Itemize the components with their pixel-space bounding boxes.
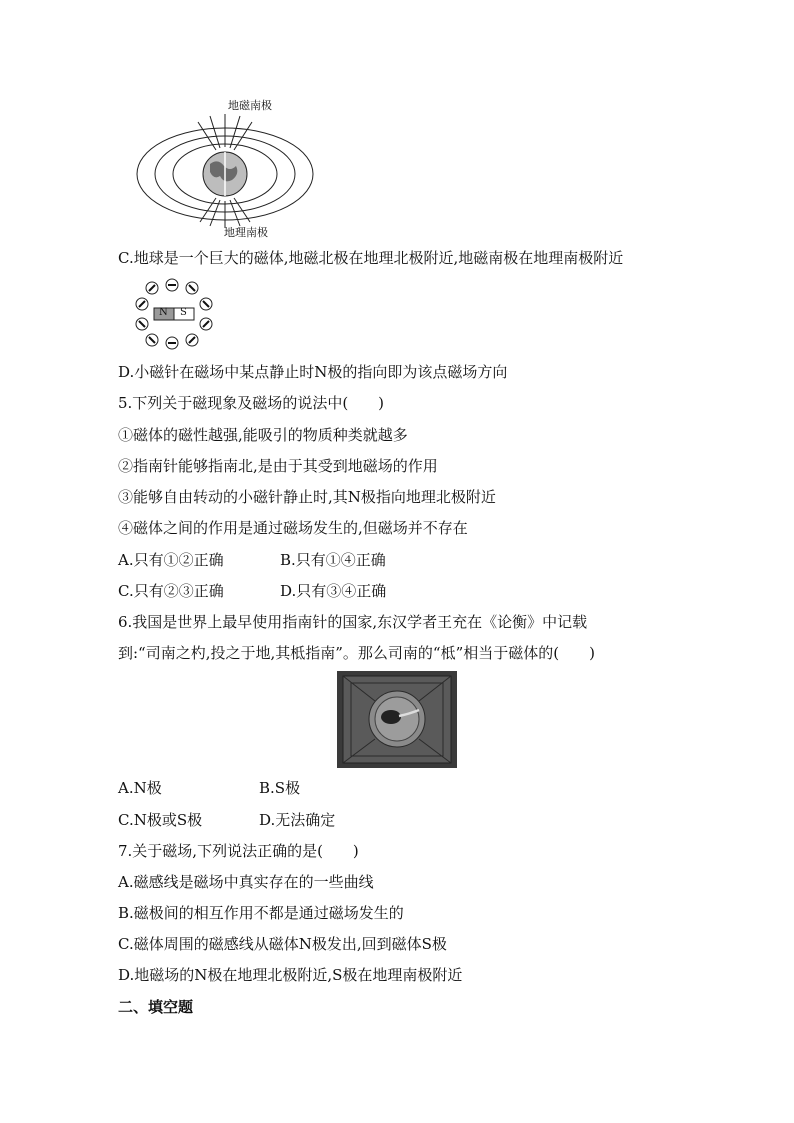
q6-stem-line-2: 到:“司南之杓,投之于地,其柢指南”。那么司南的“柢”相当于磁体的( ) (118, 644, 595, 662)
geographic-south-pole-label: 地理南极 (224, 226, 268, 239)
section-2-heading: 二、填空题 (118, 998, 194, 1016)
q6-option-b: B.S极 (259, 779, 301, 797)
q4-option-d: D.小磁针在磁场中某点静止时N极的指向即为该点磁场方向 (118, 363, 508, 381)
q5-option-c: C.只有②③正确 (118, 582, 224, 600)
q5-statement-2: ②指南针能够指南北,是由于其受到地磁场的作用 (118, 457, 438, 475)
q5-option-a: A.只有①②正确 (118, 551, 224, 569)
q7-option-d: D.地磁场的N极在地理北极附近,S极在地理南极附近 (118, 966, 463, 984)
sinan-compass-photo (337, 671, 457, 768)
q5-option-b: B.只有①④正确 (280, 551, 386, 569)
compass-ring-diagram (134, 278, 214, 350)
q6-stem-line-1: 6.我国是世界上最早使用指南针的国家,东汉学者王充在《论衡》中记载 (118, 613, 588, 631)
geomagnetic-south-pole-label: 地磁南极 (228, 99, 272, 112)
earth-magnetic-field-figure (130, 92, 320, 242)
q5-statement-4: ④磁体之间的作用是通过磁场发生的,但磁场并不存在 (118, 519, 468, 537)
q5-stem: 5.下列关于磁现象及磁场的说法中( ) (118, 394, 385, 412)
magnet-s-label: S (180, 307, 187, 318)
q6-option-c: C.N极或S极 (118, 811, 203, 829)
q5-statement-1: ①磁体的磁性越强,能吸引的物质种类就越多 (118, 426, 408, 444)
q7-option-a: A.磁感线是磁场中真实存在的一些曲线 (118, 873, 374, 891)
q4-option-c: C.地球是一个巨大的磁体,地磁北极在地理北极附近,地磁南极在地理南极附近 (118, 249, 624, 267)
q5-option-d: D.只有③④正确 (280, 582, 387, 600)
magnet-n-label: N (159, 307, 168, 318)
q7-stem: 7.关于磁场,下列说法正确的是( ) (118, 842, 359, 860)
q7-option-c: C.磁体周围的磁感线从磁体N极发出,回到磁体S极 (118, 935, 447, 953)
earth-field-diagram (130, 92, 320, 242)
bar-magnet-compass-figure (134, 278, 214, 350)
q6-option-d: D.无法确定 (259, 811, 336, 829)
q7-option-b: B.磁极间的相互作用不都是通过磁场发生的 (118, 904, 404, 922)
sinan-illustration (337, 671, 457, 768)
q5-statement-3: ③能够自由转动的小磁针静止时,其N极指向地理北极附近 (118, 488, 496, 506)
q6-option-a: A.N极 (118, 779, 162, 797)
